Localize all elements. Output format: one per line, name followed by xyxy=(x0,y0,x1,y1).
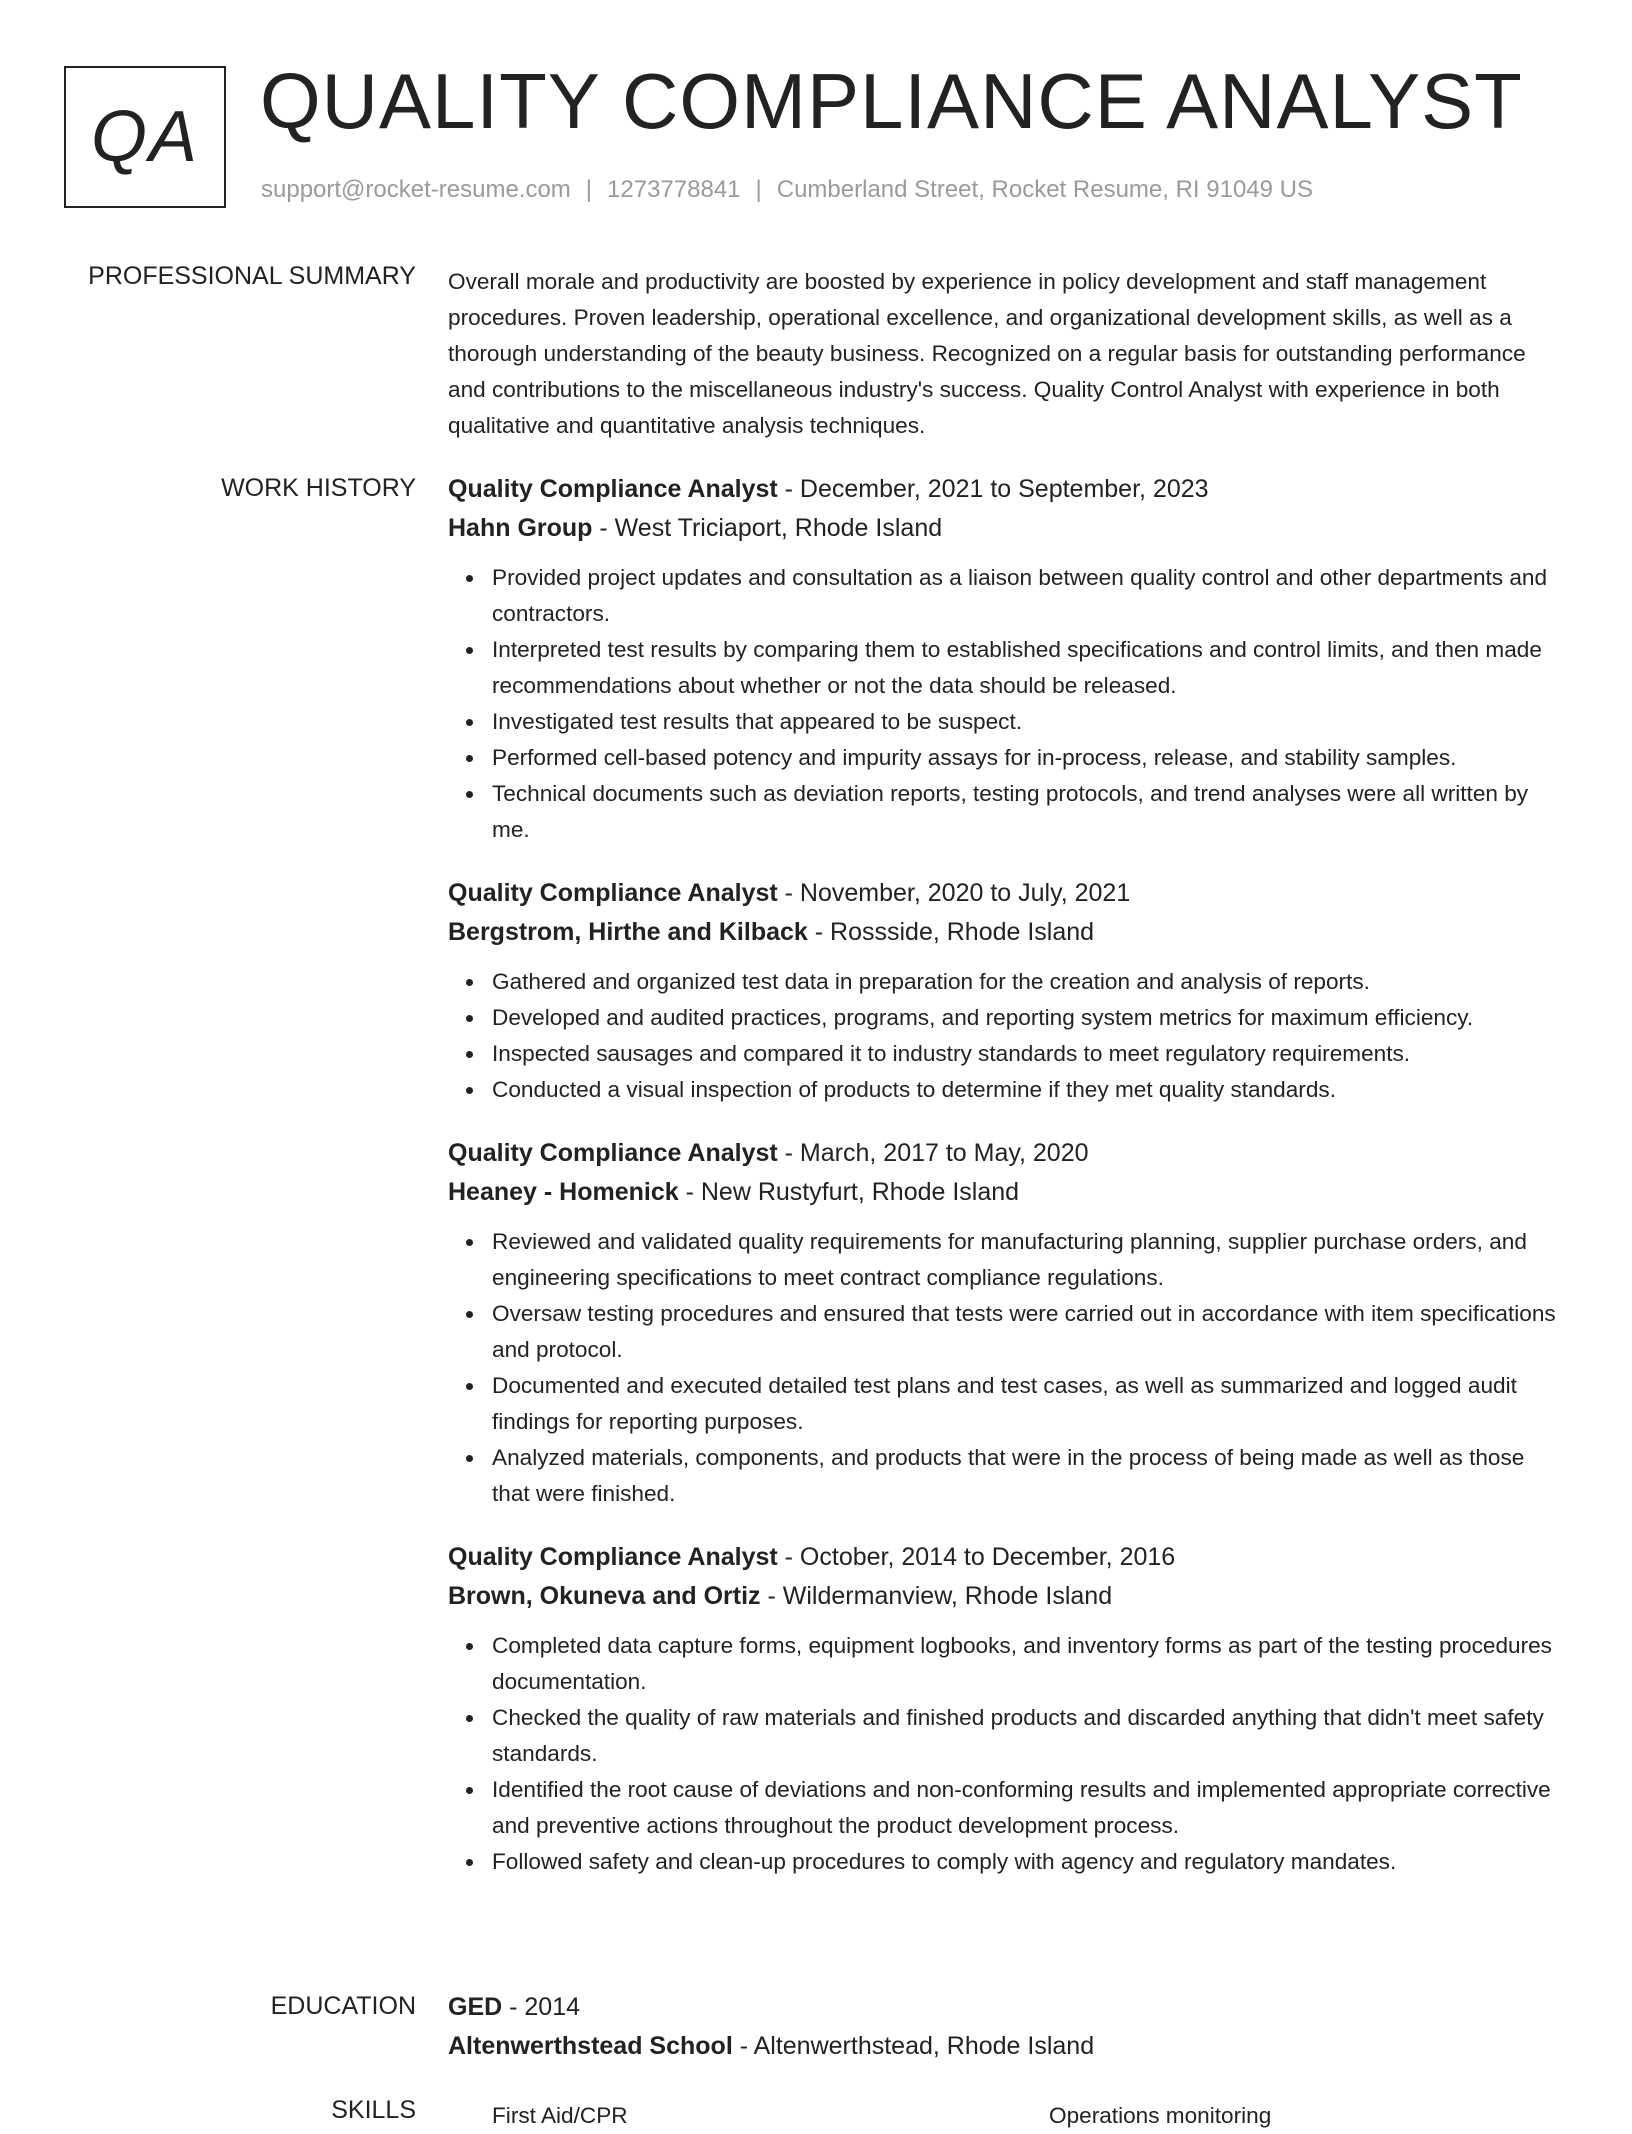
job-company: Heaney - Homenick xyxy=(448,1178,679,1206)
job-bullet: Interpreted test results by comparing them to established specifications and control limits, and then made recommendations about whether or not the data should be released. xyxy=(492,632,1562,704)
skill-item: Operations monitoring xyxy=(1049,2103,1272,2128)
education-degree: GED xyxy=(448,1993,503,2021)
section-label-skills: SKILLS xyxy=(331,2096,416,2124)
summary-text: Overall morale and productivity are boosted by experience in policy development and staff management procedures. Proven leadership, operational excellence, and organizational development skills, as well as a thorough understanding of the beauty business. Recognized on a regular basis for outstanding performance and contributions to the miscellaneous industry's success. Quality Control Analyst with experience in both qualitative and quantitative analysis techniques. xyxy=(448,269,1526,438)
contact-separator: | xyxy=(585,176,593,203)
job-dates: - October, 2014 to December, 2016 xyxy=(777,1543,1176,1571)
job-company-line xyxy=(448,509,1562,548)
job-company: Hahn Group xyxy=(448,514,593,542)
job-bullet: Analyzed materials, components, and products that were in the process of being made as well as those that were finished. xyxy=(492,1440,1562,1512)
skills-body xyxy=(448,2098,1562,2134)
contact-address: Cumberland Street, Rocket Resume, RI 91049 US xyxy=(776,176,1313,203)
job-bullets xyxy=(448,1628,1562,1880)
job-company-line xyxy=(448,1173,1562,1212)
job-location: - West Triciaport, Rhode Island xyxy=(592,514,943,542)
job-bullet: Conducted a visual inspection of products to determine if they met quality standards. xyxy=(492,1072,1562,1108)
education-school-line xyxy=(448,2027,1562,2066)
section-label-education: EDUCATION xyxy=(270,1992,416,2020)
job-company: Bergstrom, Hirthe and Kilback xyxy=(448,918,808,946)
contact-line xyxy=(261,176,1313,204)
job-bullet: Oversaw testing procedures and ensured that tests were carried out in accordance with item specifications and protocol. xyxy=(492,1296,1562,1368)
section-label-summary: PROFESSIONAL SUMMARY xyxy=(88,262,416,290)
job-bullet: Documented and executed detailed test plans and test cases, as well as summarized and logged audit findings for reporting purposes. xyxy=(492,1368,1562,1440)
job-entry xyxy=(448,874,1562,1108)
education-year: - 2014 xyxy=(502,1993,581,2021)
job-dates: - December, 2021 to September, 2023 xyxy=(777,475,1209,503)
job-bullet: Identified the root cause of deviations and non-conforming results and implemented appropriate corrective and preventive actions throughout the product development process. xyxy=(492,1772,1562,1844)
job-title-line xyxy=(448,874,1562,913)
job-title: Quality Compliance Analyst xyxy=(448,1543,778,1571)
job-bullet: Inspected sausages and compared it to industry standards to meet regulatory requirements. xyxy=(492,1036,1562,1072)
job-bullet: Provided project updates and consultation as a liaison between quality control and other departments and contractors. xyxy=(492,560,1562,632)
education-body xyxy=(448,1988,1562,2066)
monogram-text: QA xyxy=(90,97,200,177)
job-location: - New Rustyfurt, Rhode Island xyxy=(678,1178,1020,1206)
job-bullets xyxy=(448,560,1562,848)
education-degree-line xyxy=(448,1988,1562,2027)
job-dates: - March, 2017 to May, 2020 xyxy=(777,1139,1089,1167)
job-entry xyxy=(448,470,1562,848)
job-bullets xyxy=(448,964,1562,1108)
job-title-line xyxy=(448,470,1562,509)
job-bullet: Developed and audited practices, programs, and reporting system metrics for maximum efficiency. xyxy=(492,1000,1562,1036)
job-company: Brown, Okuneva and Ortiz xyxy=(448,1582,761,1610)
contact-phone[interactable]: 1273778841 xyxy=(607,176,741,203)
work-history-body xyxy=(448,470,1562,1906)
summary-body xyxy=(448,264,1562,444)
job-title-line xyxy=(448,1134,1562,1173)
job-bullet: Reviewed and validated quality requirements for manufacturing planning, supplier purchase orders, and engineering specifications to meet contract compliance regulations. xyxy=(492,1224,1562,1296)
education-location: - Altenwerthstead, Rhode Island xyxy=(732,2032,1095,2060)
job-title: Quality Compliance Analyst xyxy=(448,879,778,907)
contact-separator: | xyxy=(755,176,762,203)
job-bullet: Performed cell-based potency and impurity assays for in-process, release, and stability samples. xyxy=(492,740,1562,776)
job-bullets xyxy=(448,1224,1562,1512)
job-company-line xyxy=(448,913,1562,952)
job-location: - Wildermanview, Rhode Island xyxy=(760,1582,1113,1610)
job-title: Quality Compliance Analyst xyxy=(448,475,778,503)
job-bullet: Completed data capture forms, equipment logbooks, and inventory forms as part of the testing procedures documentation. xyxy=(492,1628,1562,1700)
monogram-box xyxy=(64,66,226,208)
resume-title: QUALITY COMPLIANCE ANALYST xyxy=(260,57,1523,145)
job-bullet: Gathered and organized test data in preparation for the creation and analysis of reports. xyxy=(492,964,1562,1000)
education-school: Altenwerthstead School xyxy=(448,2032,733,2060)
job-title: Quality Compliance Analyst xyxy=(448,1139,778,1167)
job-bullet: Checked the quality of raw materials and finished products and discarded anything that didn't meet safety standards. xyxy=(492,1700,1562,1772)
job-bullet: Followed safety and clean-up procedures to comply with agency and regulatory mandates. xyxy=(492,1844,1562,1880)
job-company-line xyxy=(448,1577,1562,1616)
job-title-line xyxy=(448,1538,1562,1577)
contact-email[interactable]: support@rocket-resume.com xyxy=(261,176,571,203)
job-entry xyxy=(448,1538,1562,1880)
skills-list xyxy=(448,2098,1562,2134)
job-location: - Rossside, Rhode Island xyxy=(807,918,1095,946)
job-dates: - November, 2020 to July, 2021 xyxy=(777,879,1131,907)
skill-item: First Aid/CPR xyxy=(492,2103,628,2128)
section-label-work-history: WORK HISTORY xyxy=(221,474,416,502)
job-entry xyxy=(448,1134,1562,1512)
job-bullet: Investigated test results that appeared to be suspect. xyxy=(492,704,1562,740)
job-bullet: Technical documents such as deviation reports, testing protocols, and trend analyses were all written by me. xyxy=(492,776,1562,848)
